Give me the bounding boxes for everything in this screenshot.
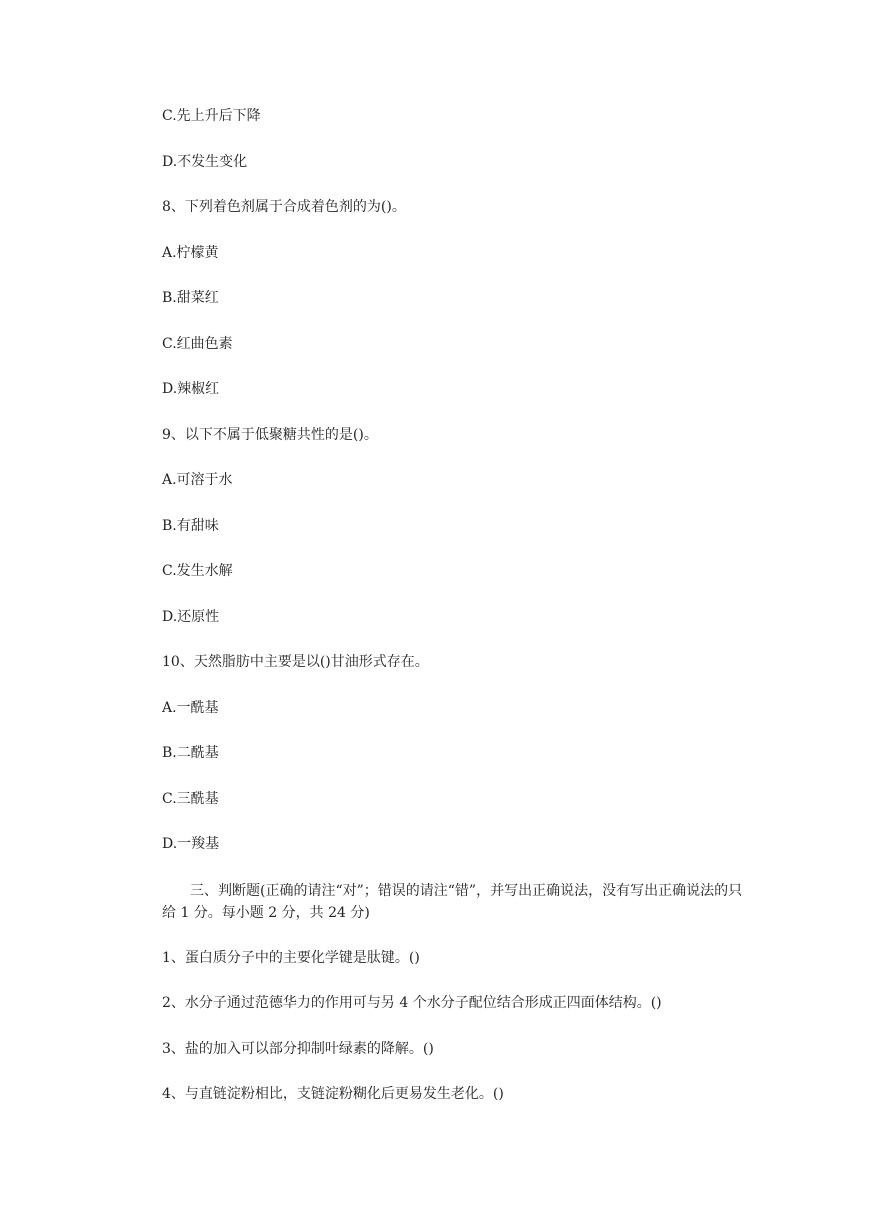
judgment-item-2: 2、水分子通过范德华力的作用可与另 4 个水分子配位结合形成正四面体结构。() [162, 995, 662, 1011]
q10-option-c: C.三酰基 [162, 791, 219, 807]
q10-question: 10、天然脂肪中主要是以()甘油形式存在。 [162, 654, 429, 670]
q8-option-a: A.柠檬黄 [162, 245, 219, 261]
q9-option-c: C.发生水解 [162, 563, 233, 579]
q8-option-d: D.辣椒红 [162, 381, 220, 397]
q10-option-b: B.二酰基 [162, 745, 219, 761]
q8-option-c: C.红曲色素 [162, 336, 233, 352]
q10-option-a: A.一酰基 [162, 700, 219, 716]
judgment-item-4: 4、与直链淀粉相比，支链淀粉糊化后更易发生老化。() [162, 1086, 504, 1102]
q8-question: 8、下列着色剂属于合成着色剂的为()。 [162, 199, 406, 215]
q7-option-d: D.不发生变化 [162, 154, 248, 170]
judgment-item-3: 3、盐的加入可以部分抑制叶绿素的降解。() [162, 1041, 434, 1057]
q9-option-d: D.还原性 [162, 609, 220, 625]
q10-option-d: D.一羧基 [162, 836, 220, 852]
judgment-item-1: 1、蛋白质分子中的主要化学键是肽键。() [162, 950, 420, 966]
q8-option-b: B.甜菜红 [162, 290, 219, 306]
q9-option-a: A.可溶于水 [162, 472, 233, 488]
section-3-heading: 三、判断题(正确的请注“对”；错误的请注“错”，并写出正确说法，没有写出正确说法的只给 1 分。每小题 2 分，共 24 分) [162, 883, 743, 921]
q9-question: 9、以下不属于低聚糖共性的是()。 [162, 427, 378, 443]
q9-option-b: B.有甜味 [162, 518, 219, 534]
q7-option-c: C.先上升后下降 [162, 108, 261, 124]
